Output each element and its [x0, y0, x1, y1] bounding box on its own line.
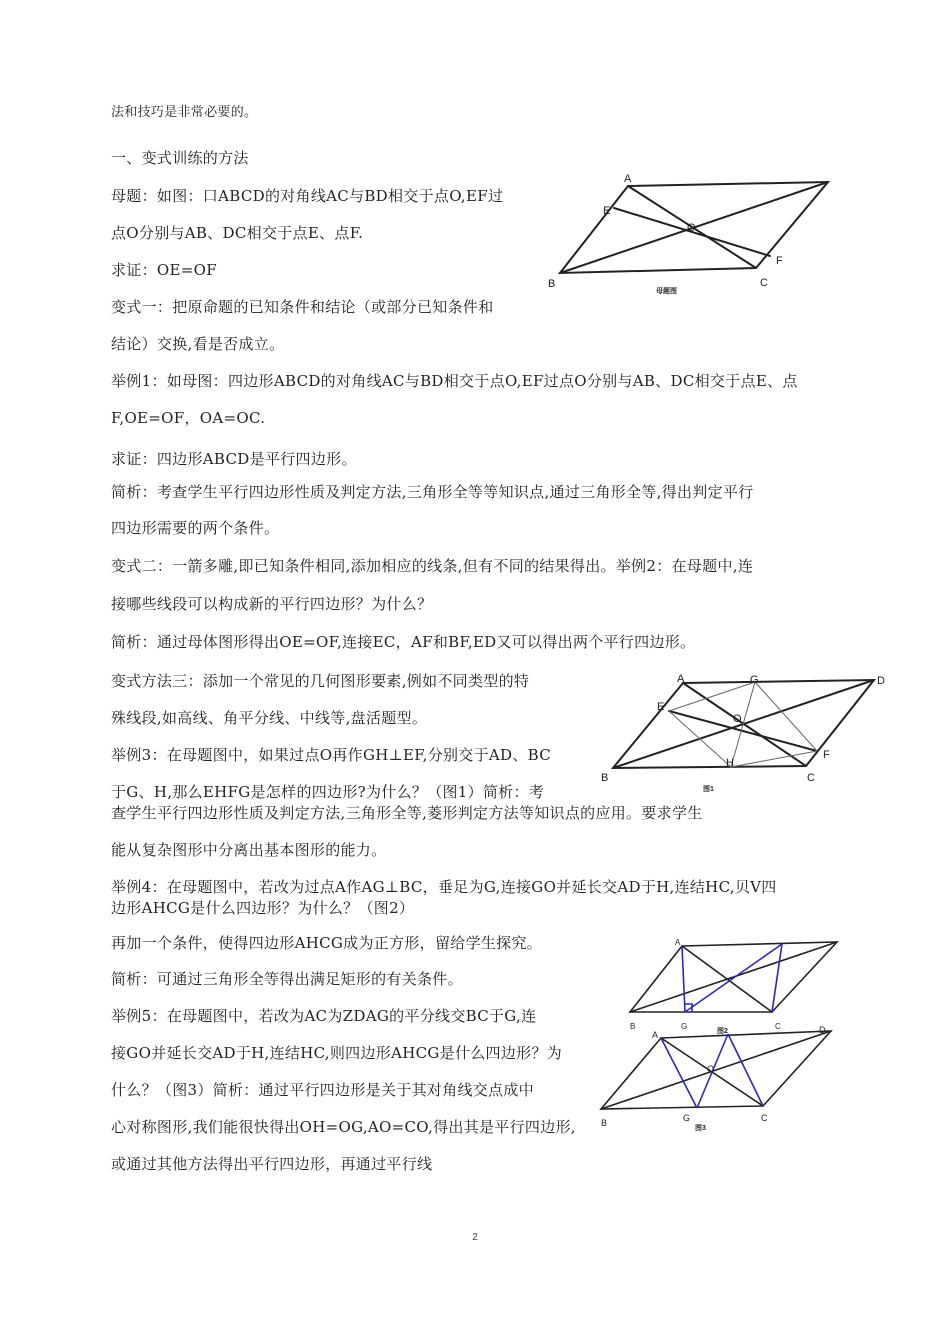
label-b: B	[601, 1118, 608, 1128]
label-o: O	[733, 713, 742, 725]
figure-caption: 图3	[695, 1125, 706, 1132]
text-line: 殊线段,如高线、角平分线、中线等,盘活题型。	[111, 709, 428, 727]
label-o: O	[707, 1064, 715, 1074]
text-line: 举例4：在母题图中，若改为过点A作AG⊥BC，垂足为G,连接GO并延长交AD于H,连结HC,贝V四	[111, 878, 777, 896]
text-line: 求证：OE=OF	[111, 261, 217, 279]
page-number: 2	[472, 1232, 478, 1243]
label-f: F	[776, 255, 783, 267]
label-b: B	[548, 278, 556, 290]
label-b: B	[601, 772, 609, 784]
label-g: G	[683, 1113, 691, 1123]
text-line: 举例1：如母图：四边形ABCD的对角线AC与BD相交于点O,EF过点O分别与AB、DC相交于点E、点	[111, 372, 798, 390]
segment-gh	[685, 944, 782, 1012]
label-a: A	[675, 938, 681, 947]
text-line: 母题：如图：口ABCD的对角线AC与BD相交于点O,EF过	[111, 187, 504, 205]
text-line: F,OE=OF，OA=OC.	[111, 409, 266, 427]
label-d: D	[819, 1025, 826, 1035]
text-line: 查学生平行四边形性质及判定方法,三角形全等,菱形判定方法等知识点的应用。要求学生	[111, 804, 703, 822]
label-c: C	[760, 277, 768, 289]
label-c: C	[761, 1113, 768, 1123]
text-line: 于G、H,那么EHFG是怎样的四边形?为什么？（图1）简析：考	[111, 783, 545, 801]
label-a: A	[677, 673, 685, 685]
text-line: 变式一：把原命题的已知条件和结论（或部分已知条件和	[111, 298, 494, 316]
label-b: B	[630, 1022, 636, 1031]
text-line: 点O分别与AB、DC相交于点E、点F.	[111, 224, 364, 242]
text-line: 或通过其他方法得出平行四边形，再通过平行线	[111, 1155, 433, 1173]
text-line: 简析：考查学生平行四边形性质及判定方法,三角形全等等知识点,通过三角形全等,得出判定平行	[111, 483, 754, 501]
figure-caption: 母题图	[656, 288, 677, 295]
label-g: G	[681, 1022, 688, 1031]
main-figure	[540, 172, 840, 302]
label-e: E	[603, 205, 611, 217]
text-line: 什么？（图3）简析：通过平行四边形是关于其对角线交点成中	[111, 1081, 534, 1099]
label-c: C	[807, 772, 815, 784]
section-heading: 一、变式训练的方法	[111, 149, 249, 167]
text-line: 简析：通过母体图形得出OE=OF,连接EC，AF和BF,ED又可以得出两个平行四边形。	[111, 633, 696, 651]
altitude-ag	[682, 946, 685, 1012]
label-f: F	[823, 749, 830, 761]
label-c: C	[775, 1022, 781, 1031]
label-o: O	[687, 222, 696, 234]
text-line: 求证：四边形ABCD是平行四边形。	[111, 450, 357, 468]
text-line: 再加一个条件，使得四边形AHCG成为正方形，留给学生探究。	[111, 934, 543, 952]
label-g: G	[750, 674, 759, 686]
figure-caption: 图1	[703, 786, 714, 793]
segment-ag	[661, 1038, 697, 1108]
text-line: 结论）交换,看是否成立。	[111, 335, 285, 353]
text-line: 变式二：一箭多雕,即已知条件相同,添加相应的线条,但有不同的结果得出。举例2：在母题中,连	[111, 557, 754, 575]
segment-eg	[669, 682, 755, 711]
text-line: 接GO并延长交AD于H,连结HC,则四边形AHCG是什么四边形？为	[111, 1044, 563, 1062]
text-line: 四边形需要的两个条件。	[111, 519, 280, 537]
figure-caption: 图2	[717, 1028, 728, 1035]
label-h: H	[726, 757, 734, 769]
diagonal-bd	[630, 942, 837, 1012]
text-line: 心对称图形,我们能很快得出OH=OG,AO=CO,得出其是平行四边形,	[111, 1118, 576, 1136]
text-line: 边形AHCG是什么四边形？为什么？（图2）	[111, 899, 415, 917]
text-line: 举例5：在母题图中，若改为AC为ZDAG的平分线交BC于G,连	[111, 1007, 537, 1025]
figure-3	[595, 1022, 840, 1134]
text-line: 简析：可通过三角形全等得出满足矩形的有关条件。	[111, 970, 463, 988]
label-a: A	[624, 173, 632, 185]
text-line: 法和技巧是非常必要的。	[111, 105, 258, 120]
figure-1	[595, 672, 895, 797]
text-line: 变式方法三：添加一个常见的几何图形要素,例如不同类型的特	[111, 672, 530, 690]
text-line: 能从复杂图形中分离出基本图形的能力。	[111, 841, 387, 859]
text-line: 举例3：在母题图中，如果过点O再作GH⊥EF,分别交于AD、BC	[111, 746, 552, 764]
label-a: A	[652, 1030, 659, 1040]
label-d: D	[877, 675, 885, 687]
text-line: 接哪些线段可以构成新的平行四边形？为什么？	[111, 595, 433, 613]
label-e: E	[657, 701, 665, 713]
